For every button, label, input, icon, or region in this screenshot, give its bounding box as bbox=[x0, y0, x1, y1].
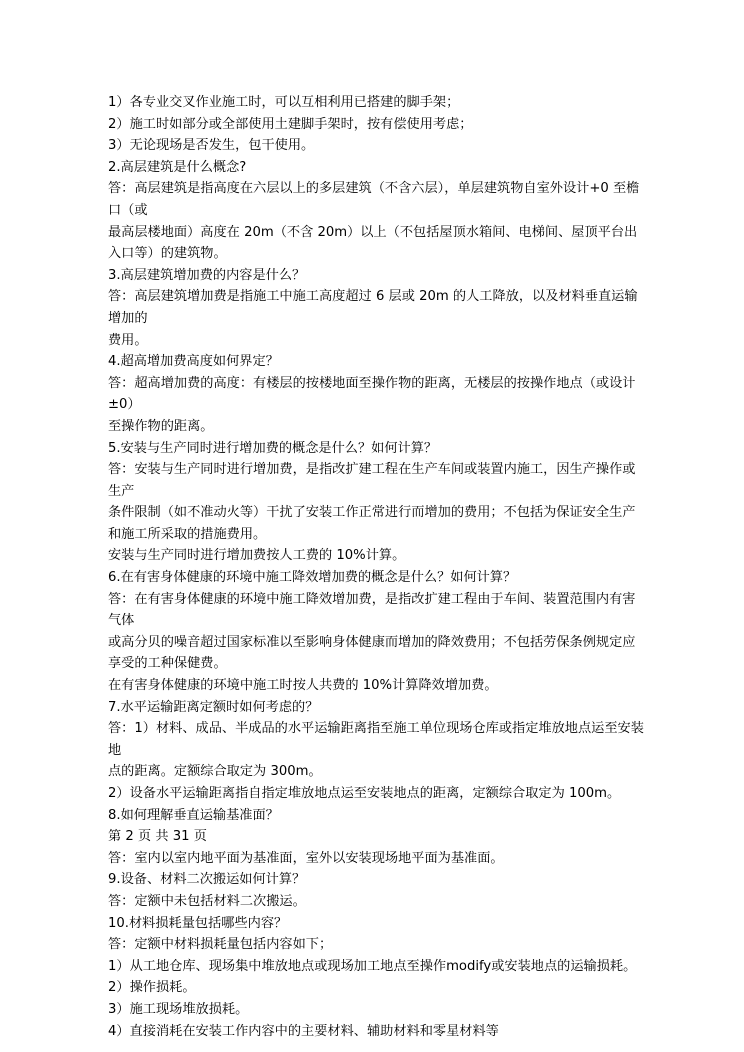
doc-line: 2.高层建筑是什么概念? bbox=[108, 159, 247, 175]
doc-line: 2）操作损耗。 bbox=[108, 980, 196, 996]
doc-line: 7.水平运输距离定额时如何考虑的？ bbox=[108, 699, 319, 715]
doc-line: 8.如何理解垂直运输基准面？ bbox=[108, 807, 279, 823]
doc-line: 2）设备水平运输距离指自指定堆放地点运至安装地点的距离，定额综合取定为 100m。 bbox=[108, 786, 621, 801]
doc-line: 1）各专业交叉作业施工时，可以互相利用已搭建的脚手架； bbox=[108, 95, 460, 110]
doc-line: 答：室内以室内地平面为基准面，室外以安装现场地平面为基准面。 bbox=[108, 850, 504, 866]
doc-line: 5.安装与生产同时进行增加费的概念是什么？如何计算？ bbox=[108, 440, 438, 456]
doc-line: 6.在有害身体健康的环境中施工降效增加费的概念是什么？如何计算？ bbox=[108, 570, 517, 586]
doc-line: 3）施工现场堆放损耗。 bbox=[108, 1001, 249, 1017]
doc-line: 10.材料损耗量包括哪些内容？ bbox=[108, 915, 288, 931]
doc-line: 至操作物的距离。 bbox=[108, 418, 214, 434]
doc-line: 3.高层建筑增加费的内容是什么？ bbox=[108, 267, 306, 283]
doc-line: 1）从工地仓库、现场集中堆放地点或现场加工地点至操作modify或安装地点的运输损耗。 bbox=[108, 958, 637, 974]
doc-line: 答：超高增加费的高度：有楼层的按楼地面至操作物的距离，无楼层的按操作地点（或设计±0） bbox=[108, 375, 636, 413]
doc-line: 2）施工时如部分或全部使用土建脚手架时，按有偿使用考虑； bbox=[108, 116, 473, 132]
doc-line: 答：高层建筑是指高度在六层以上的多层建筑（不含六层），单层建筑物自室外设计+0 至檐口（或 bbox=[108, 181, 640, 218]
doc-line: 或高分贝的噪音超过国家标准以至影响身体健康而增加的降效费用；不包括劳保条例规定应享受的工种保健费。 bbox=[108, 634, 636, 672]
doc-line: 条件限制（如不准动火等）干扰了安装工作正常进行而增加的费用；不包括为保证安全生产和施工所采取的措施费用。 bbox=[108, 505, 636, 542]
doc-line: 答：安装与生产同时进行增加费，是指改扩建工程在生产车间或装置内施工，因生产操作或生产 bbox=[108, 462, 636, 499]
doc-line: 最高层楼地面）高度在 20m（不含 20m）以上（不包括屋顶水箱间、电梯间、屋顶平台出入口等）的建筑物。 bbox=[108, 224, 638, 262]
doc-line: 点的距离。定额综合取定为 300m。 bbox=[108, 764, 322, 780]
page-footer: 第 2 页 共 31 页 bbox=[108, 829, 207, 845]
doc-line: 答：定额中材料损耗量包括内容如下； bbox=[108, 937, 333, 953]
document-body bbox=[108, 92, 646, 1042]
doc-line: 4.超高增加费高度如何界定？ bbox=[108, 354, 279, 370]
doc-line: 答：1）材料、成品、半成品的水平运输距离指至施工单位现场仓库或指定堆放地点运至安装地 bbox=[108, 721, 644, 758]
doc-line: 费用。 bbox=[108, 332, 148, 348]
doc-line: 安装与生产同时进行增加费按人工费的 10%计算。 bbox=[108, 548, 406, 564]
doc-line: 3）无论现场是否发生，包干使用。 bbox=[108, 138, 315, 154]
doc-line: 4）直接消耗在安装工作内容中的主要材料、辅助材料和零星材料等 bbox=[108, 1023, 499, 1039]
doc-line: 9.设备、材料二次搬运如何计算？ bbox=[108, 872, 306, 888]
doc-line: 答：高层建筑增加费是指施工中施工高度超过 6 层或 20m 的人工降放，以及材料垂直运输增加的 bbox=[108, 289, 638, 326]
doc-line: 答：定额中未包括材料二次搬运。 bbox=[108, 893, 306, 909]
doc-line: 在有害身体健康的环境中施工时按人共费的 10%计算降效增加费。 bbox=[108, 678, 498, 694]
doc-line: 答：在有害身体健康的环境中施工降效增加费，是指改扩建工程由于车间、装置范围内有害气体 bbox=[108, 591, 636, 629]
